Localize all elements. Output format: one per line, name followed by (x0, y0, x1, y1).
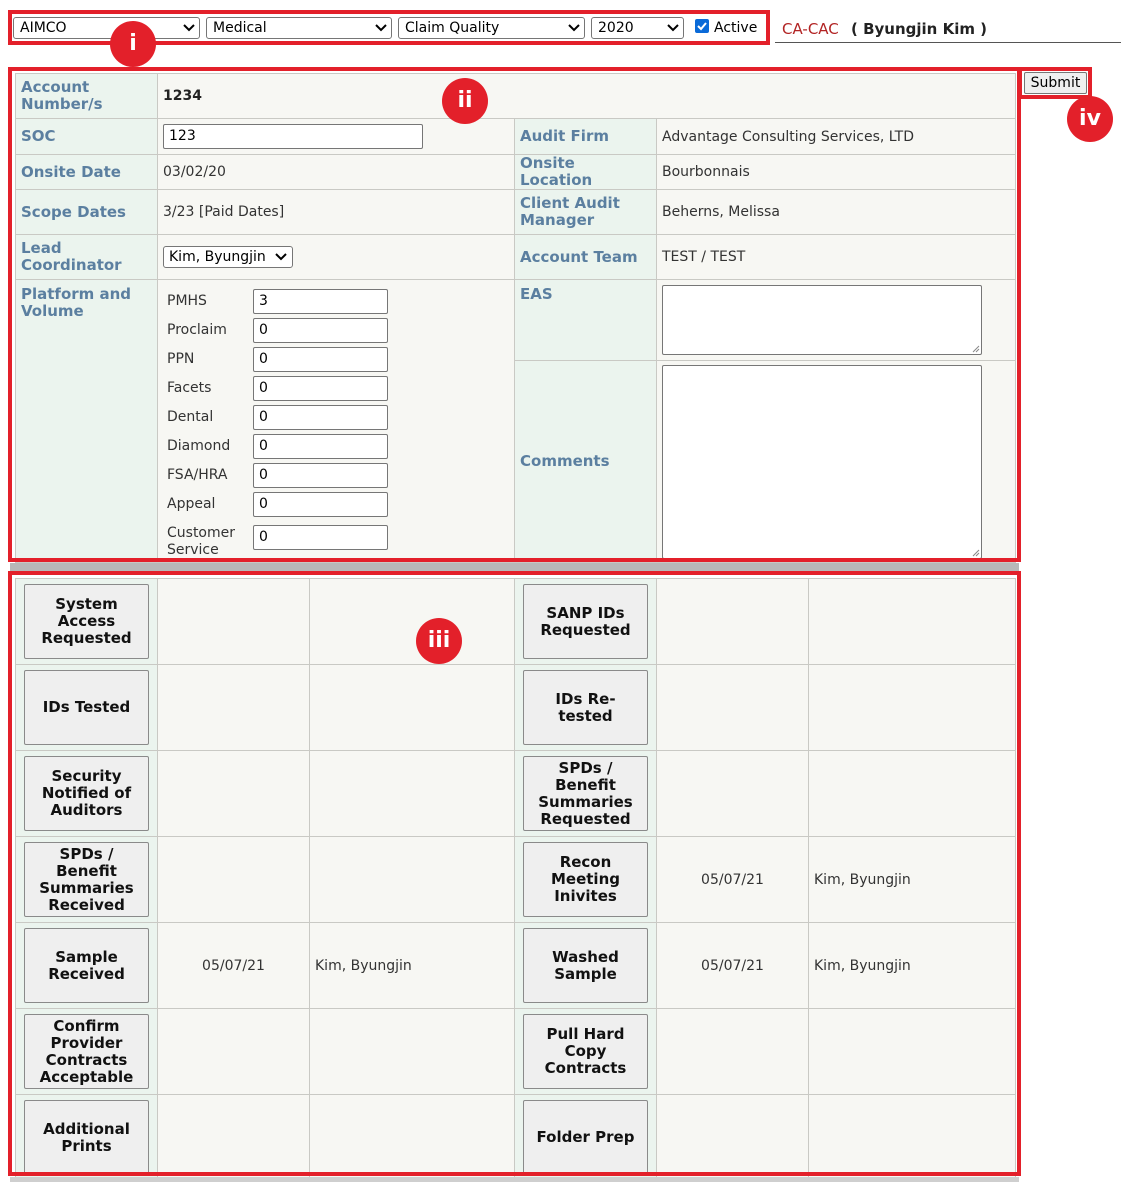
audit-details-table (15, 73, 1016, 563)
platform-volume-value: 0 (259, 496, 268, 512)
step-button[interactable] (24, 670, 149, 745)
step-button-label: SPDs / Benefit Summaries Requested (538, 758, 633, 828)
step-row (16, 1009, 1016, 1095)
step-button-cell (515, 751, 657, 837)
onsite-date-value: 03/02/20 (158, 155, 515, 190)
step-button[interactable] (24, 928, 149, 1003)
platform-label: FSA/HRA (167, 467, 228, 483)
step-button[interactable] (523, 842, 648, 917)
account-team-value: TEST / TEST (657, 235, 1016, 280)
step-button-label: SPDs / Benefit Summaries Received (39, 844, 134, 914)
step-row (16, 751, 1016, 837)
annotation-marker-iv: iv (1067, 96, 1113, 142)
step-date (657, 665, 809, 751)
app-code: CA-CAC (782, 20, 839, 38)
step-button-cell (16, 923, 158, 1009)
soc-cell (158, 119, 515, 155)
onsite-location-value: Bourbonnais (657, 155, 1016, 190)
platform-row (163, 287, 509, 316)
header-divider (775, 42, 1121, 43)
step-button-cell (16, 837, 158, 923)
step-button-label: Confirm Provider Contracts Acceptable (39, 1016, 134, 1086)
step-date (158, 665, 310, 751)
step-button-label: IDs Tested (42, 698, 131, 716)
step-button[interactable] (523, 1014, 648, 1089)
client-audit-manager-label: Client Audit Manager (515, 190, 657, 235)
platform-volume-value: 0 (259, 322, 268, 338)
filter-bar (0, 0, 1121, 44)
step-date (657, 751, 809, 837)
active-checkbox[interactable] (695, 19, 709, 33)
platform-row (163, 403, 509, 432)
active-label: Active (714, 20, 758, 36)
step-date (158, 1095, 310, 1181)
comments-label: Comments (515, 361, 657, 563)
lead-coordinator-select[interactable] (163, 246, 293, 268)
scope-dates-value: 3/23 [Paid Dates] (158, 190, 515, 235)
chevron-down-icon (568, 23, 580, 33)
step-button-cell (515, 579, 657, 665)
platform-volume-input[interactable] (253, 318, 388, 343)
step-button-cell (16, 1009, 158, 1095)
platform-row (163, 432, 509, 461)
platform-volume-input[interactable] (253, 289, 388, 314)
chevron-down-icon (183, 23, 195, 33)
step-person (310, 837, 515, 923)
eas-cell (657, 280, 1016, 361)
step-button[interactable] (24, 756, 149, 831)
lead-coordinator-label: Lead Coordinator (16, 235, 158, 280)
bottom-divider (10, 1177, 1019, 1182)
eas-label: EAS (515, 280, 657, 361)
checklist-steps-table (15, 578, 1016, 1181)
step-row (16, 665, 1016, 751)
soc-input-value: 123 (169, 128, 196, 144)
step-row (16, 837, 1016, 923)
step-date: 05/07/21 (158, 923, 310, 1009)
annotation-marker-ii: ii (442, 78, 488, 124)
step-date (657, 579, 809, 665)
platform-volume-value: 0 (259, 529, 268, 545)
chevron-down-icon (275, 252, 287, 262)
platform-volume-input[interactable] (253, 434, 388, 459)
soc-input[interactable] (163, 124, 423, 149)
platform-volume-list (163, 287, 509, 558)
step-person (310, 579, 515, 665)
submit-button[interactable]: Submit (1024, 72, 1087, 94)
step-button-label: Security Notified of Auditors (41, 767, 132, 819)
annotation-marker-i: i (110, 21, 156, 67)
step-button-label: SANP IDs Requested (540, 603, 631, 639)
platform-volume-label: Platform and Volume (16, 280, 158, 563)
platform-label: PMHS (167, 293, 207, 309)
line-of-business-value: Medical (213, 20, 267, 36)
line-of-business-select[interactable] (206, 17, 392, 39)
scope-dates-label: Scope Dates (16, 190, 158, 235)
resize-grip-icon[interactable] (970, 343, 980, 353)
step-date: 05/07/21 (657, 923, 809, 1009)
platform-volume-value: 3 (259, 293, 268, 309)
step-button-cell (16, 665, 158, 751)
checkmark-icon (696, 20, 708, 32)
platform-volume-value: 0 (259, 380, 268, 396)
step-row (16, 1095, 1016, 1181)
step-button-label: Pull Hard Copy Contracts (544, 1025, 627, 1077)
platform-volume-input[interactable] (253, 405, 388, 430)
audit-firm-label: Audit Firm (515, 119, 657, 155)
client-select-value: AIMCO (20, 20, 67, 36)
lead-coordinator-value: Kim, Byungjin (169, 249, 266, 265)
platform-row (163, 374, 509, 403)
step-button[interactable] (523, 756, 648, 831)
step-person: Kim, Byungjin (809, 923, 1016, 1009)
platform-label: PPN (167, 351, 195, 367)
platform-volume-input[interactable] (253, 347, 388, 372)
step-button[interactable] (24, 842, 149, 917)
platform-label: Customer Service (167, 525, 236, 558)
step-date (158, 579, 310, 665)
step-button-label: Additional Prints (43, 1119, 130, 1155)
onsite-date-label: Onsite Date (16, 155, 158, 190)
step-date: 05/07/21 (657, 837, 809, 923)
step-button-label: Recon Meeting Inivites (550, 853, 620, 905)
step-date (657, 1009, 809, 1095)
step-button[interactable] (24, 1100, 149, 1175)
platform-row (163, 316, 509, 345)
step-person (809, 751, 1016, 837)
audit-firm-value: Advantage Consulting Services, LTD (657, 119, 1016, 155)
platform-row (163, 461, 509, 490)
resize-grip-icon[interactable] (970, 547, 980, 557)
comments-cell (657, 361, 1016, 563)
step-person (310, 1095, 515, 1181)
step-button[interactable] (523, 928, 648, 1003)
platform-label: Appeal (167, 496, 216, 512)
step-person: Kim, Byungjin (310, 923, 515, 1009)
step-person (809, 1095, 1016, 1181)
step-button[interactable] (523, 1100, 648, 1175)
audit-type-value: Claim Quality (405, 20, 500, 36)
step-date (657, 1095, 809, 1181)
platform-volume-input[interactable] (253, 376, 388, 401)
lead-coordinator-cell (158, 235, 515, 280)
platform-row (163, 490, 509, 519)
step-person (809, 579, 1016, 665)
step-person: Kim, Byungjin (809, 837, 1016, 923)
step-button-cell (515, 665, 657, 751)
account-numbers-value: 1234 (158, 74, 1016, 119)
platform-label: Diamond (167, 438, 231, 454)
step-button-cell (515, 1095, 657, 1181)
platform-volume-input[interactable] (253, 492, 388, 517)
step-person (809, 1009, 1016, 1095)
platform-volume-value: 0 (259, 467, 268, 483)
step-button[interactable] (523, 584, 648, 659)
user-name: ( Byungjin Kim ) (851, 20, 988, 38)
account-team-label: Account Team (515, 235, 657, 280)
audit-type-select[interactable] (398, 17, 585, 39)
step-person (310, 751, 515, 837)
year-select-value: 2020 (598, 20, 634, 36)
step-date (158, 751, 310, 837)
step-date (158, 1009, 310, 1095)
step-person (310, 1009, 515, 1095)
step-person (809, 665, 1016, 751)
platform-volume-input[interactable] (253, 463, 388, 488)
platform-volume-value: 0 (259, 351, 268, 367)
platform-volume-cell (158, 280, 515, 563)
chevron-down-icon (375, 23, 387, 33)
step-button-cell (16, 751, 158, 837)
platform-label: Dental (167, 409, 214, 425)
step-button-label: Washed Sample (552, 947, 619, 983)
platform-label: Facets (167, 380, 212, 396)
step-button-cell (16, 579, 158, 665)
step-person (310, 665, 515, 751)
step-button[interactable] (24, 1014, 149, 1089)
annotation-marker-iii: iii (416, 618, 462, 664)
platform-volume-value: 0 (259, 409, 268, 425)
step-button-label: System Access Requested (41, 595, 132, 647)
step-button-cell (515, 837, 657, 923)
step-date (158, 837, 310, 923)
step-button-cell (16, 1095, 158, 1181)
chevron-down-icon (667, 23, 679, 33)
client-select[interactable] (13, 17, 200, 39)
step-row (16, 923, 1016, 1009)
comments-textarea[interactable] (662, 365, 982, 559)
step-button[interactable] (24, 584, 149, 659)
step-button-label: IDs Re-tested (555, 689, 616, 725)
platform-label: Proclaim (167, 322, 227, 338)
step-row (16, 579, 1016, 665)
step-button-label: Sample Received (48, 947, 125, 983)
soc-label: SOC (16, 119, 158, 155)
platform-volume-input[interactable] (253, 525, 388, 550)
step-button-cell (515, 1009, 657, 1095)
account-numbers-label: Account Number/s (16, 74, 158, 119)
onsite-location-label: Onsite Location (515, 155, 657, 190)
step-button-cell (515, 923, 657, 1009)
platform-volume-value: 0 (259, 438, 268, 454)
platform-row (163, 519, 509, 558)
section-divider (10, 563, 1019, 572)
eas-textarea[interactable] (662, 285, 982, 355)
client-audit-manager-value: Beherns, Melissa (657, 190, 1016, 235)
step-button[interactable] (523, 670, 648, 745)
platform-row (163, 345, 509, 374)
step-button-label: Folder Prep (536, 1128, 635, 1146)
year-select[interactable] (591, 17, 684, 39)
